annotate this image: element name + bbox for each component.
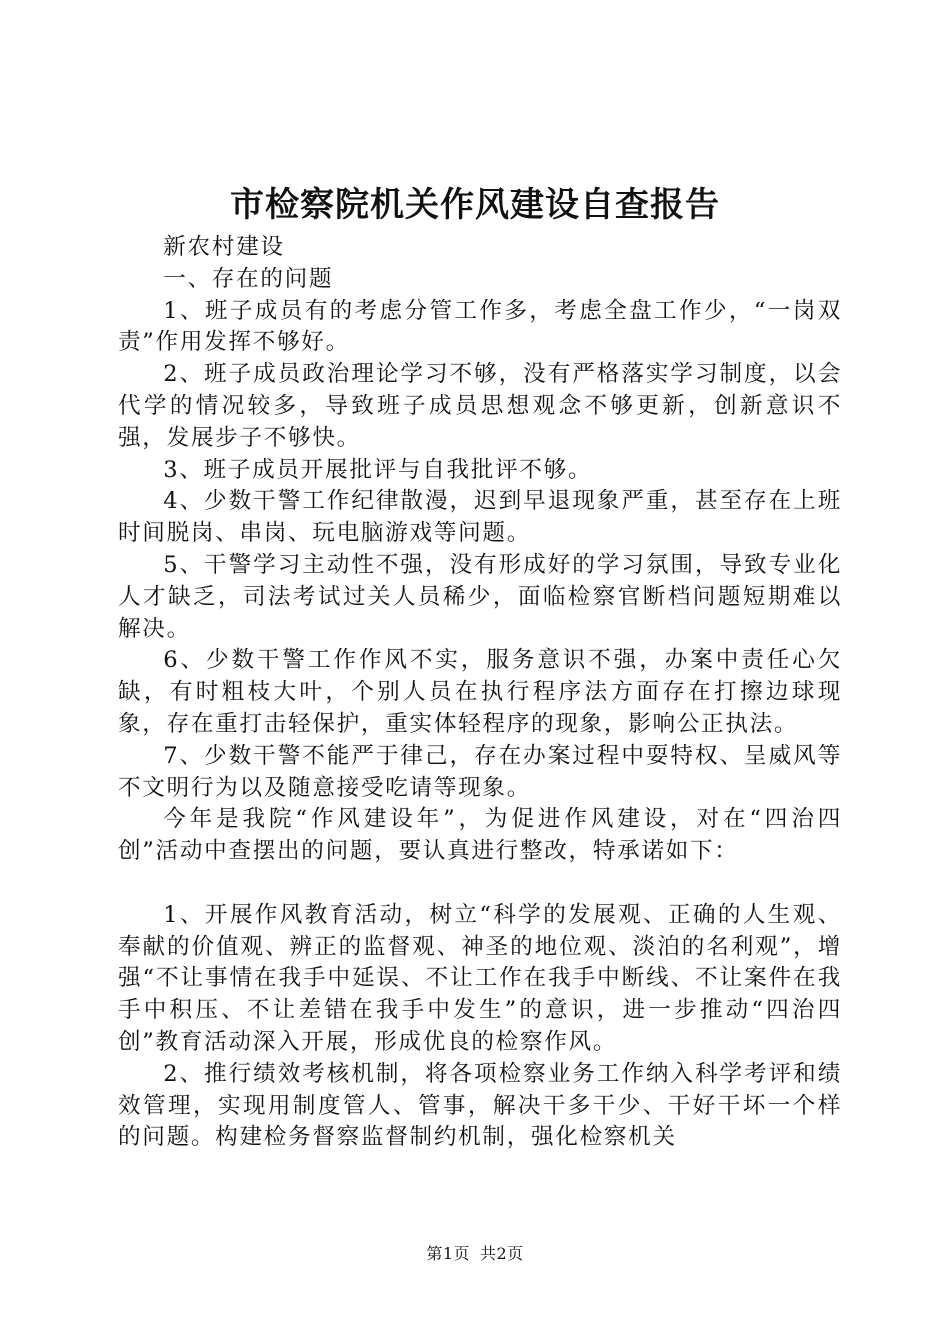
paragraph: 3、班子成员开展批评与自我批评不够。 [163,456,593,483]
paragraph: 1、开展作风教育活动，树立“科学的发展观、正确的人生观、奉献的价值观、辨正的监督观、神圣的地位观、淡泊的名利观”，增强“不让事情在我手中延误、不让工作在我手中断线、不让案件在我手中积压、不让差错在我手中发生”的意识，进一步推动“四治四创”教育活动深入开展，形成优良的检察作风。 [118,901,842,1055]
page-footer [0,1242,950,1266]
paragraph: 1、班子成员有的考虑分管工作多，考虑全盘工作少，“一岗双责”作用发挥不够好。 [118,297,842,356]
paragraph: 5、干警学习主动性不强，没有形成好的学习氛围，导致专业化人才缺乏，司法考试过关人员稀少，面临检察官断档问题短期难以解决。 [118,551,842,642]
page-number-total: 共2页 [480,1244,524,1263]
page-number-current: 第1页 [426,1244,470,1263]
paragraph: 6、少数干警工作作风不实，服务意识不强，办案中责任心欠缺，有时粗枝大叶，个别人员在执行程序法方面存在打擦边球现象，存在重打击轻保护，重实体轻程序的现象，影响公正执法。 [118,647,842,737]
section-heading: 一、存在的问题 [163,265,334,292]
paragraph: 2、推行绩效考核机制，将各项检察业务工作纳入科学考评和绩效管理，实现用制度管人、管事，解决干多干少、干好干坏一个样的问题。构建检务督察监督制约机制，强化检察机关 [118,1060,842,1151]
paragraph: 2、班子成员政治理论学习不够，没有严格落实学习制度，以会代学的情况较多，导致班子成员思想观念不够更新，创新意识不强，发展步子不够快。 [118,361,842,451]
document-title: 市检察院机关作风建设自查报告 [230,185,720,225]
paragraph: 新农村建设 [163,234,285,260]
paragraph: 7、少数干警不能严于律己，存在办案过程中耍特权、呈威风等不文明行为以及随意接受吃请等现象。 [118,742,842,801]
paragraph: 今年是我院“作风建设年”，为促进作风建设，对在“四治四创”活动中查摆出的问题，要认真进行整改，特承诺如下： [118,806,842,865]
paragraph-spacer [118,868,842,900]
paragraph: 4、少数干警工作纪律散漫，迟到早退现象严重，甚至存在上班时间脱岗、串岗、玩电脑游戏等问题。 [118,488,842,547]
document-body [118,232,842,1154]
